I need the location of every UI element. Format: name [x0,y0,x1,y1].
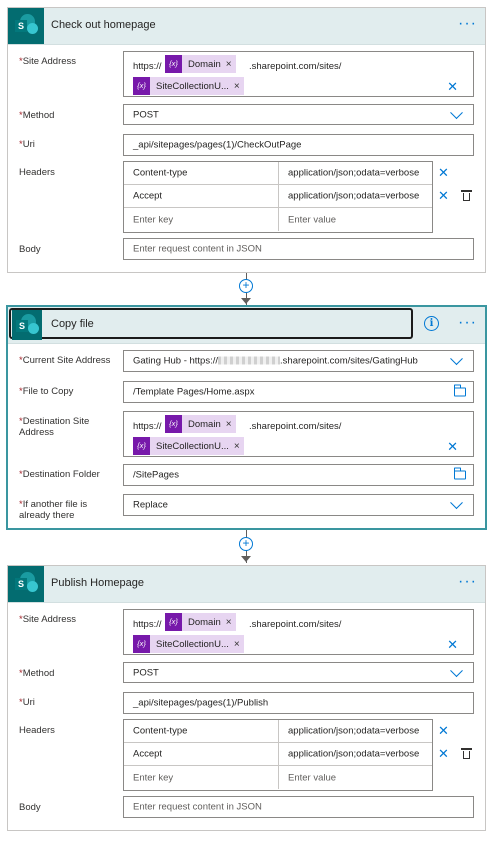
domain-token[interactable] [165,613,236,631]
destination-folder-label: *Destination Folder [19,469,100,480]
domain-token[interactable] [165,55,236,73]
site-collection-token[interactable] [133,437,244,455]
header-row [124,162,432,185]
uri-value: _api/sitepages/pages(1)/Publish [133,697,269,709]
method-label: *Method [19,110,55,121]
variable-icon: {x} [165,613,182,631]
action-card-check-out-homepage [7,7,486,273]
trash-icon[interactable] [462,190,471,201]
token-remove-icon[interactable]: × [225,616,232,628]
header-key-input[interactable]: Content-type [124,720,279,742]
destination-site-field[interactable] [123,411,474,457]
more-options-icon[interactable]: ··· [458,573,477,590]
token-label: Domain [188,616,221,628]
more-options-icon[interactable]: ··· [458,314,477,331]
header-row [124,185,432,208]
site-address-field[interactable] [123,51,474,97]
delete-header-icon[interactable]: ✕ [438,188,449,203]
header-value-input[interactable]: application/json;odata=verbose [288,190,420,202]
method-value: POST [133,667,159,678]
delete-header-icon[interactable]: ✕ [438,746,449,761]
current-site-label: *Current Site Address [19,355,111,366]
token-label: SiteCollectionU... [156,80,229,92]
uri-input[interactable] [123,692,474,714]
token-remove-icon[interactable]: × [233,80,240,92]
if-exists-dropdown[interactable] [123,494,474,516]
arrow-down-icon [241,298,251,304]
redacted-text [218,357,280,365]
destination-site-label: *Destination Site Address [19,416,90,438]
body-input[interactable] [123,238,474,260]
chevron-down-icon [450,106,463,119]
clear-icon[interactable]: ✕ [447,439,458,454]
header-row [124,743,432,766]
header-row [124,766,432,789]
arrow-down-icon [241,556,251,562]
if-exists-value: Replace [133,499,168,511]
current-site-value: Gating Hub - https:// .sharepoint.com/sites/GatingHub [133,355,418,367]
uri-input[interactable] [123,134,474,156]
body-placeholder: Enter request content in JSON [133,243,262,255]
card-header[interactable] [8,8,485,45]
token-remove-icon[interactable]: × [225,58,232,70]
site-collection-token[interactable] [133,77,244,95]
sharepoint-icon: S [8,8,44,44]
trash-icon[interactable] [462,748,471,759]
header-row [124,208,432,231]
method-dropdown[interactable] [123,662,474,683]
site-mid-text: .sharepoint.com/sites/ [249,61,342,72]
token-label: SiteCollectionU... [156,638,229,650]
variable-icon: {x} [165,415,182,433]
folder-icon[interactable] [454,388,466,397]
header-key-input[interactable]: Enter key [124,766,279,789]
header-value-input[interactable]: Enter value [288,772,337,783]
file-to-copy-value: /Template Pages/Home.aspx [133,386,255,398]
info-icon[interactable]: i [424,316,439,331]
token-label: Domain [188,418,221,430]
token-label: SiteCollectionU... [156,440,229,452]
file-to-copy-label: *File to Copy [19,386,74,397]
header-key-input[interactable]: Enter key [124,208,279,231]
add-step-icon[interactable]: + [239,537,253,551]
card-header[interactable] [8,307,485,344]
variable-icon: {x} [165,55,182,73]
header-key-input[interactable]: Accept [124,185,279,207]
headers-label: Headers [19,167,55,178]
body-placeholder: Enter request content in JSON [133,801,262,813]
site-collection-token[interactable] [133,635,244,653]
site-mid-text: .sharepoint.com/sites/ [249,619,342,630]
site-mid-text: .sharepoint.com/sites/ [249,421,342,432]
sharepoint-icon: S [12,310,42,340]
header-key-input[interactable]: Accept [124,743,279,765]
site-address-label: *Site Address [19,56,77,67]
more-options-icon[interactable]: ··· [458,15,477,32]
clear-icon[interactable]: ✕ [447,79,458,94]
method-value: POST [133,109,159,120]
delete-header-icon[interactable]: ✕ [438,723,449,738]
site-prefix-text: https:// [133,421,162,432]
headers-label: Headers [19,725,55,736]
card-title[interactable]: Check out homepage [51,19,156,31]
body-input[interactable] [123,796,474,818]
card-title[interactable]: Copy file [51,318,94,330]
headers-table [123,161,433,233]
folder-icon[interactable] [454,471,466,480]
site-address-label: *Site Address [19,614,77,625]
variable-icon: {x} [133,437,150,455]
header-value-input[interactable]: application/json;odata=verbose [288,725,420,737]
header-value-input[interactable]: application/json;odata=verbose [288,167,420,179]
token-remove-icon[interactable]: × [233,440,240,452]
header-row [124,720,432,743]
site-address-field[interactable] [123,609,474,655]
site-prefix-text: https:// [133,61,162,72]
file-to-copy-input[interactable] [123,381,474,403]
header-value-input[interactable]: application/json;odata=verbose [288,748,420,760]
destination-folder-value: /SitePages [133,469,179,481]
domain-token[interactable] [165,415,236,433]
uri-value: _api/sitepages/pages(1)/CheckOutPage [133,139,302,151]
current-site-dropdown[interactable] [123,350,474,372]
variable-icon: {x} [133,77,150,95]
card-title[interactable]: Publish Homepage [51,577,144,589]
body-label: Body [19,802,41,813]
delete-header-icon[interactable]: ✕ [438,165,449,180]
chevron-down-icon [450,664,463,677]
token-remove-icon[interactable]: × [225,418,232,430]
add-step-icon[interactable]: + [239,279,253,293]
card-header[interactable] [8,566,485,603]
token-label: Domain [188,58,221,70]
clear-icon[interactable]: ✕ [447,637,458,652]
token-remove-icon[interactable]: × [233,638,240,650]
header-value-input[interactable]: Enter value [288,214,337,225]
headers-table [123,719,433,791]
site-prefix-text: https:// [133,619,162,630]
destination-folder-input[interactable] [123,464,474,486]
method-dropdown[interactable] [123,104,474,125]
uri-label: *Uri [19,697,35,708]
variable-icon: {x} [133,635,150,653]
sharepoint-icon: S [8,566,44,602]
method-label: *Method [19,668,55,679]
if-exists-label: *If another file is already there [19,499,88,521]
chevron-down-icon [450,352,463,365]
uri-label: *Uri [19,139,35,150]
action-card-copy-file [7,306,486,529]
header-key-input[interactable]: Content-type [124,162,279,184]
body-label: Body [19,244,41,255]
action-card-publish-homepage [7,565,486,831]
chevron-down-icon [450,496,463,509]
